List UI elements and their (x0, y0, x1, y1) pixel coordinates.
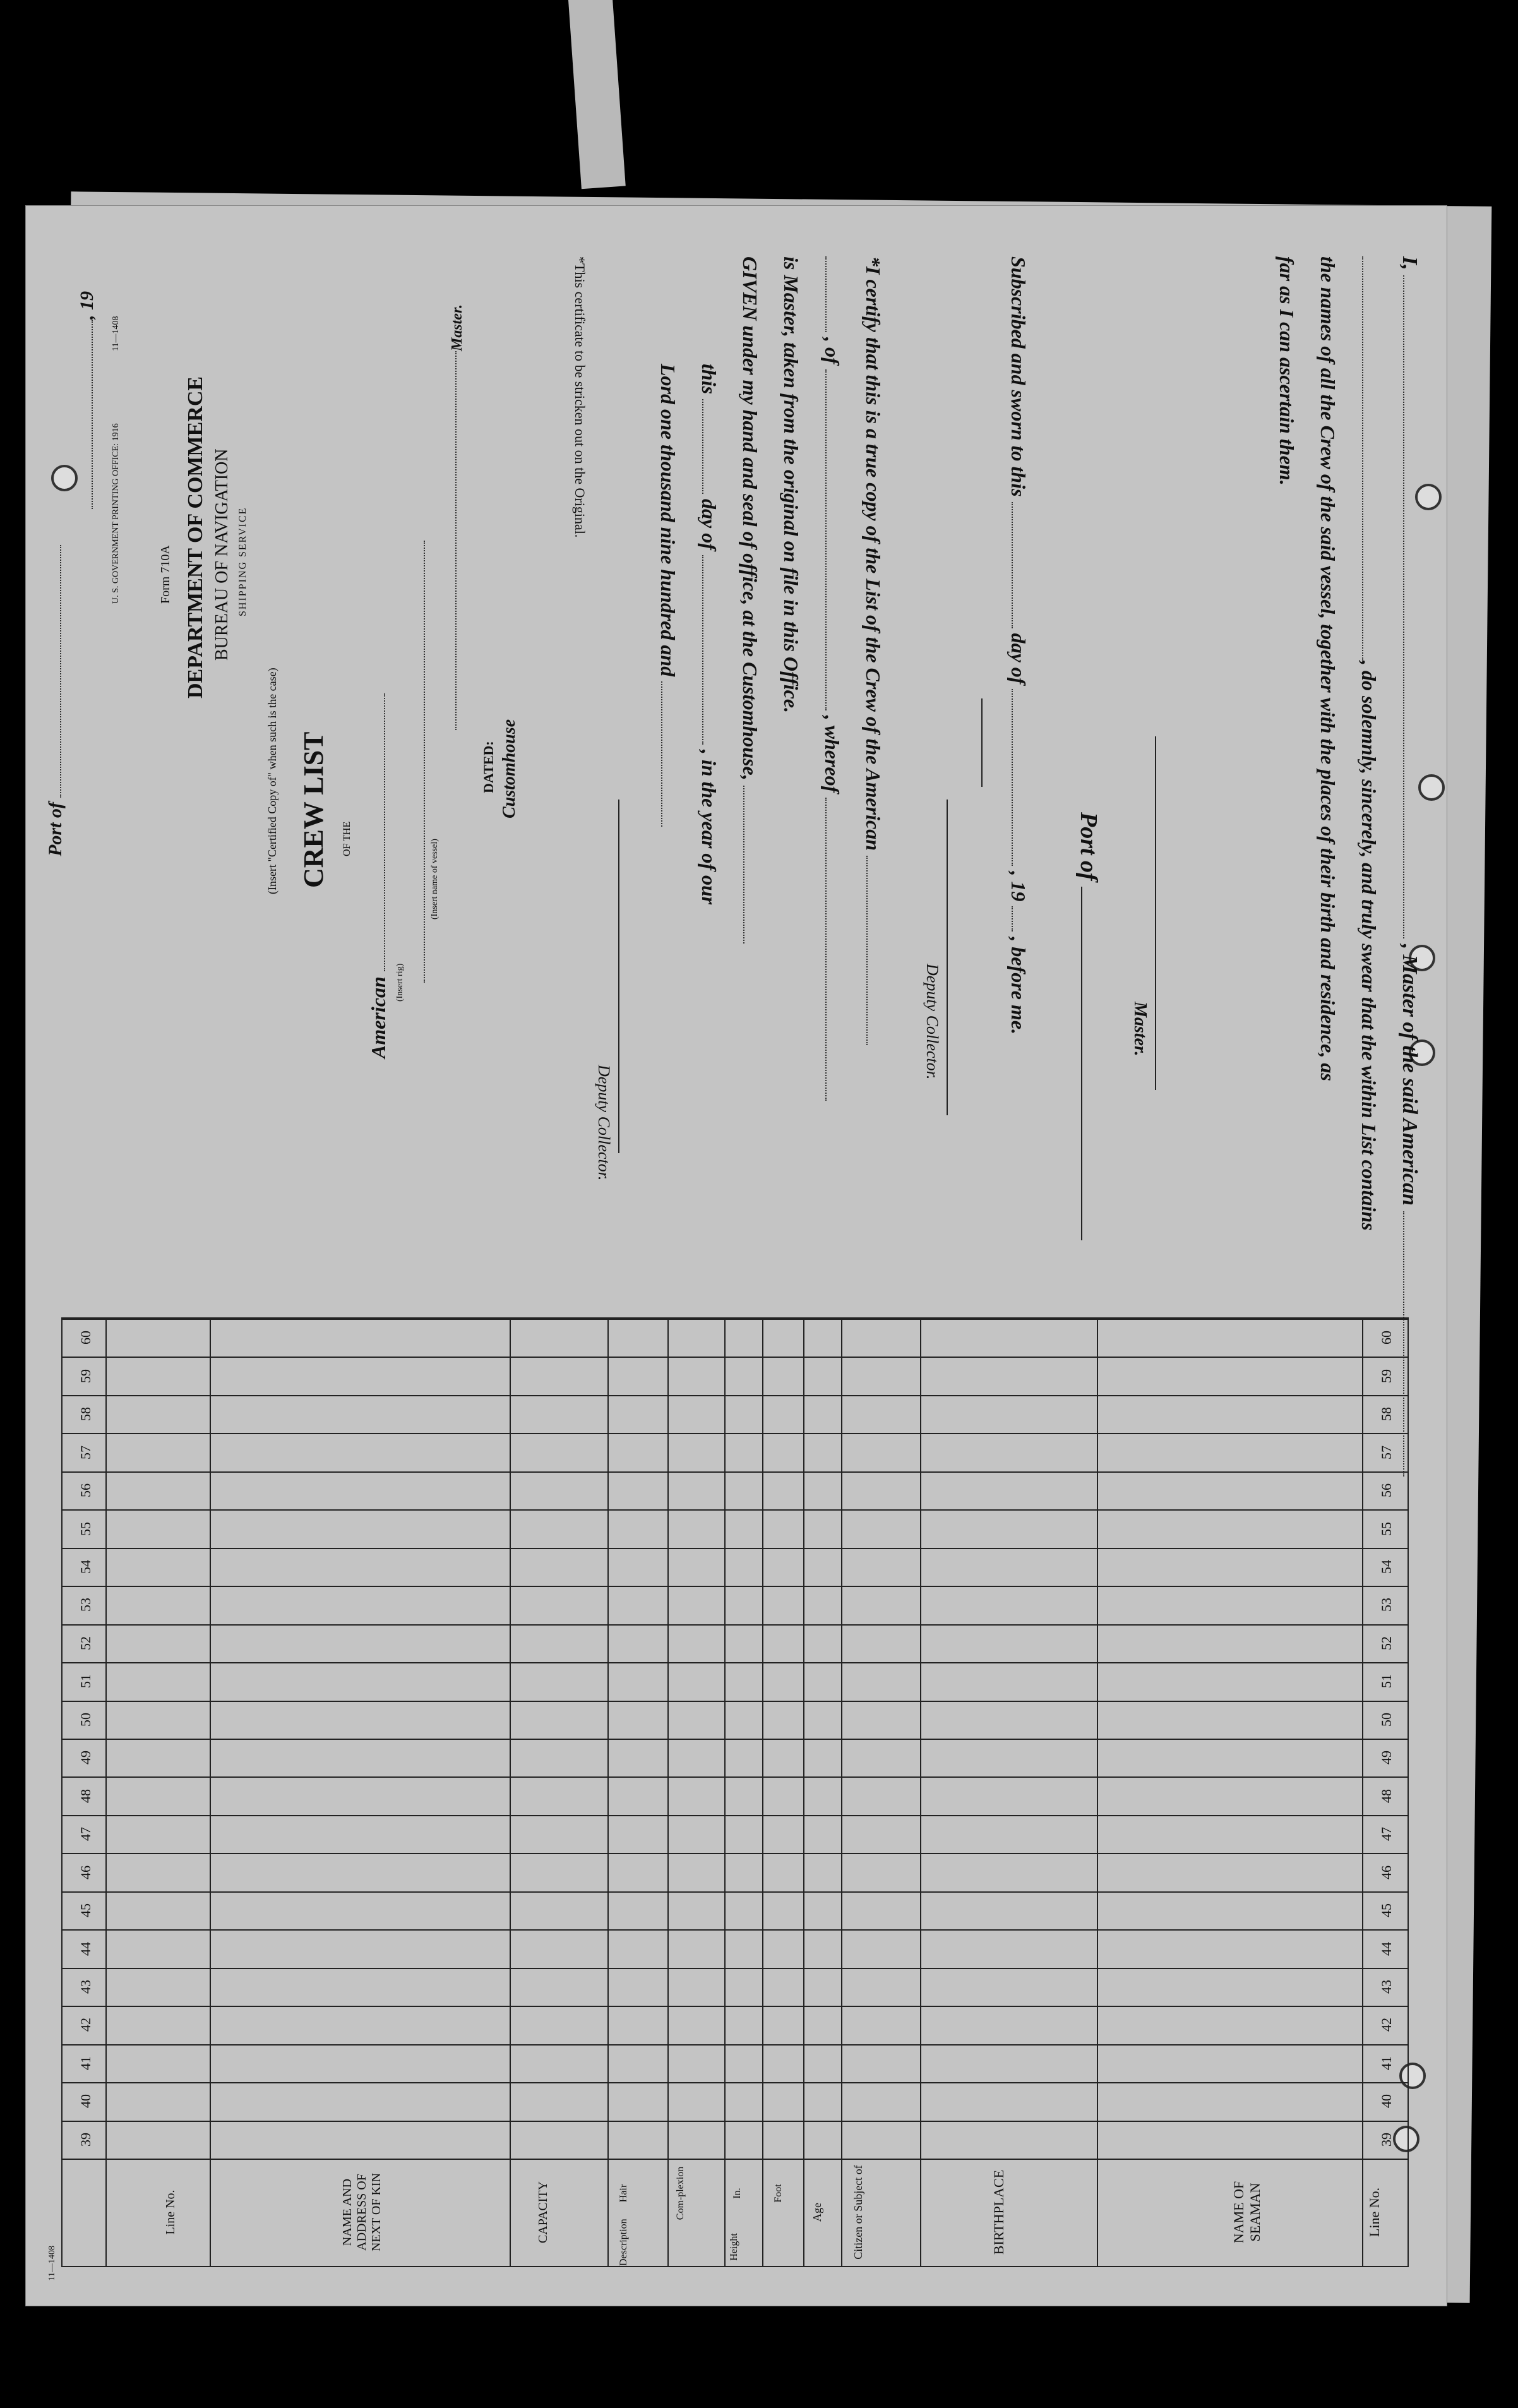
line-number: 47 (1378, 1827, 1394, 1842)
line-number-right: 59 (78, 1369, 93, 1383)
line-number-right: 45 (78, 1903, 93, 1918)
cover-port-line: Port of (45, 545, 66, 856)
row-divider (63, 1853, 1407, 1854)
row-divider (63, 2082, 1407, 2083)
line-number: 46 (1378, 1865, 1394, 1879)
line-number-right: 44 (78, 1941, 93, 1956)
row-divider (63, 1509, 1407, 1511)
line-number-right: 58 (78, 1407, 93, 1422)
row-divider (63, 1739, 1407, 1740)
subscribed-line: Subscribed and sworn to this day of , 19 , before me. (1007, 256, 1030, 1035)
line-number-right: 56 (78, 1483, 93, 1498)
line-number-right: 53 (78, 1598, 93, 1612)
row-divider (63, 1548, 1407, 1549)
line-number-right: 48 (78, 1788, 93, 1803)
master-name-line (455, 351, 457, 730)
header-divider (63, 2159, 1407, 2160)
footnote: *This certificate to be stricken out on the Original. (572, 256, 588, 538)
row-divider (63, 1929, 1407, 1931)
col-line (724, 1319, 726, 2266)
crew-list-form (25, 205, 1447, 2306)
line-number: 43 (1378, 1979, 1394, 1994)
header-foot: Foot (773, 2184, 784, 2203)
header-next-of-kin: NAME AND ADDRESS OF NEXT OF KIN (340, 2172, 383, 2252)
row-divider (63, 1701, 1407, 1702)
rotated-form (26, 206, 1447, 2306)
line-number-right: 40 (78, 2094, 93, 2109)
line-number: 59 (1378, 1369, 1394, 1383)
crew-list-title: CREW LIST (298, 731, 329, 888)
cover-code: 11—1408 (111, 316, 121, 351)
col-line (762, 1319, 763, 2266)
line-number-right: 57 (78, 1445, 93, 1459)
col-line (210, 1319, 211, 2266)
row-divider (63, 1471, 1407, 1473)
row-divider (63, 1624, 1407, 1626)
bureau: BUREAU OF NAVIGATION (212, 448, 232, 661)
col-line (1362, 1319, 1363, 2266)
oath-line1: I, , Master of the said American (1397, 256, 1421, 1477)
oath-line2: , do solemnly, sincerely, and truly swear that the within List contains (1357, 256, 1380, 1231)
col-line (1097, 1319, 1098, 2266)
row-divider (63, 1433, 1407, 1434)
form-number: Form 710A (158, 545, 172, 604)
row-divider (63, 1815, 1407, 1816)
cover-panel (146, 256, 525, 1298)
deputy-signature-line (947, 800, 948, 1115)
deputy-signature-line-2 (618, 800, 619, 1153)
line-number: 49 (1378, 1751, 1394, 1765)
line-number: 50 (1378, 1712, 1394, 1727)
header-hair: Hair (618, 2184, 629, 2203)
line-number-right: 50 (78, 1712, 93, 1727)
service: SHIPPING SERVICE (237, 506, 248, 616)
header-line-no-right: Line No. (164, 2189, 177, 2235)
certify-line3: is Master, taken from the original on file in this Office. (780, 256, 803, 714)
row-divider (63, 2121, 1407, 2122)
header-in: In. (732, 2188, 743, 2199)
department: DEPARTMENT OF COMMERCE (184, 376, 207, 698)
header-name: NAME OF SEAMAN (1231, 2181, 1263, 2244)
line-number: 44 (1378, 1941, 1394, 1956)
line-number: 42 (1378, 2018, 1394, 2032)
col-line (803, 1319, 804, 2266)
header-height: Height (729, 2233, 739, 2261)
row-divider (63, 1662, 1407, 1663)
line-number: 57 (1378, 1445, 1394, 1459)
crew-table (61, 1317, 1409, 2267)
table-code: 11—1408 (47, 2246, 57, 2281)
line-number-right: 55 (78, 1521, 93, 1536)
col-line (510, 1319, 511, 2266)
paper-tab (568, 0, 626, 189)
row-divider (63, 1586, 1407, 1587)
certify-line5: this day of , in the year of our (698, 364, 720, 905)
row-divider (63, 1395, 1407, 1396)
row-divider (63, 2044, 1407, 2046)
line-number: 41 (1378, 2056, 1394, 2070)
header-description: Description (618, 2219, 629, 2266)
row-divider (63, 1357, 1407, 1358)
row-divider (63, 1776, 1407, 1778)
certify-line4: GIVEN under my hand and seal of office, at the Customhouse, (738, 256, 762, 943)
insert-certified-note: (Insert "Certified Copy of" when such is the case) (266, 668, 278, 894)
line-number-right: 54 (78, 1559, 93, 1574)
line-number-right: 41 (78, 2056, 93, 2070)
customhouse-label: Customhouse (499, 719, 519, 818)
line-number: 53 (1378, 1598, 1394, 1612)
line-number-right: 60 (78, 1331, 93, 1345)
line-number-right: 49 (78, 1751, 93, 1765)
line-number: 58 (1378, 1407, 1394, 1422)
col-line (920, 1319, 921, 2266)
master-signature-line (1155, 736, 1156, 1090)
line-number: 56 (1378, 1483, 1394, 1498)
american-rig-line: American (367, 693, 390, 1058)
line-number: 52 (1378, 1636, 1394, 1650)
cover-year-line: , 19 (76, 291, 98, 509)
oath-line3: the names of all the Crew of the said vessel, together with the places of their birth and residence, as (1317, 256, 1339, 1081)
line-number: 48 (1378, 1788, 1394, 1803)
line-number: 54 (1378, 1559, 1394, 1574)
header-citizen: Citizen or Subject of (852, 2165, 864, 2260)
deputy-collector-label-2: Deputy Collector. (595, 1065, 613, 1181)
line-number: 45 (1378, 1903, 1394, 1918)
cover-footer (39, 256, 140, 1298)
certify-line6: Lord one thousand nine hundred and (656, 364, 679, 827)
line-number: 51 (1378, 1674, 1394, 1689)
vessel-name-line (424, 541, 425, 983)
line-number-right: 47 (78, 1827, 93, 1842)
cover-master-label: Master. (449, 304, 465, 351)
header-age: Age (811, 2203, 823, 2222)
row-divider (63, 1891, 1407, 1893)
dated-label: DATED: (481, 741, 496, 793)
printer-note: U. S. GOVERNMENT PRINTING OFFICE: 1916 (111, 423, 121, 604)
line-number-right: 46 (78, 1865, 93, 1879)
line-number: 39 (1378, 2132, 1394, 2147)
col-line (105, 1319, 107, 2266)
header-capacity: CAPACITY (536, 2181, 550, 2244)
col-line (841, 1319, 842, 2266)
line-number-right: 43 (78, 1979, 93, 1994)
line-number-right: 51 (78, 1674, 93, 1689)
insert-rig: (Insert rig) (395, 963, 405, 1002)
header-complexion: Com-plexion (675, 2166, 686, 2220)
of-the: OF THE (342, 821, 352, 856)
oath-port: Port of (1075, 812, 1103, 1240)
insert-name: (Insert name of vessel) (430, 839, 439, 919)
seal-mark (981, 698, 983, 787)
line-number-right: 42 (78, 2018, 93, 2032)
line-number: 60 (1378, 1331, 1394, 1345)
header-line-no: Line No. (1366, 2187, 1382, 2237)
oath-line4: far as I can ascertain them. (1276, 256, 1298, 486)
col-line (607, 1319, 609, 2266)
row-divider (63, 1968, 1407, 1969)
col-line (667, 1319, 669, 2266)
line-number-right: 52 (78, 1636, 93, 1650)
certify-line2: , of , whereof (820, 256, 844, 1101)
row-divider (63, 1319, 1407, 1320)
line-number: 55 (1378, 1521, 1394, 1536)
line-number-right: 39 (78, 2132, 93, 2147)
row-divider (63, 2006, 1407, 2007)
deputy-collector-label: Deputy Collector. (923, 964, 941, 1080)
certify-line1: *I certify that this is a true copy of the List of the Crew of the American (861, 256, 885, 1045)
line-number: 40 (1378, 2094, 1394, 2109)
master-label: Master. (1130, 1002, 1150, 1057)
header-birthplace: BIRTHPLACE (991, 2169, 1007, 2255)
